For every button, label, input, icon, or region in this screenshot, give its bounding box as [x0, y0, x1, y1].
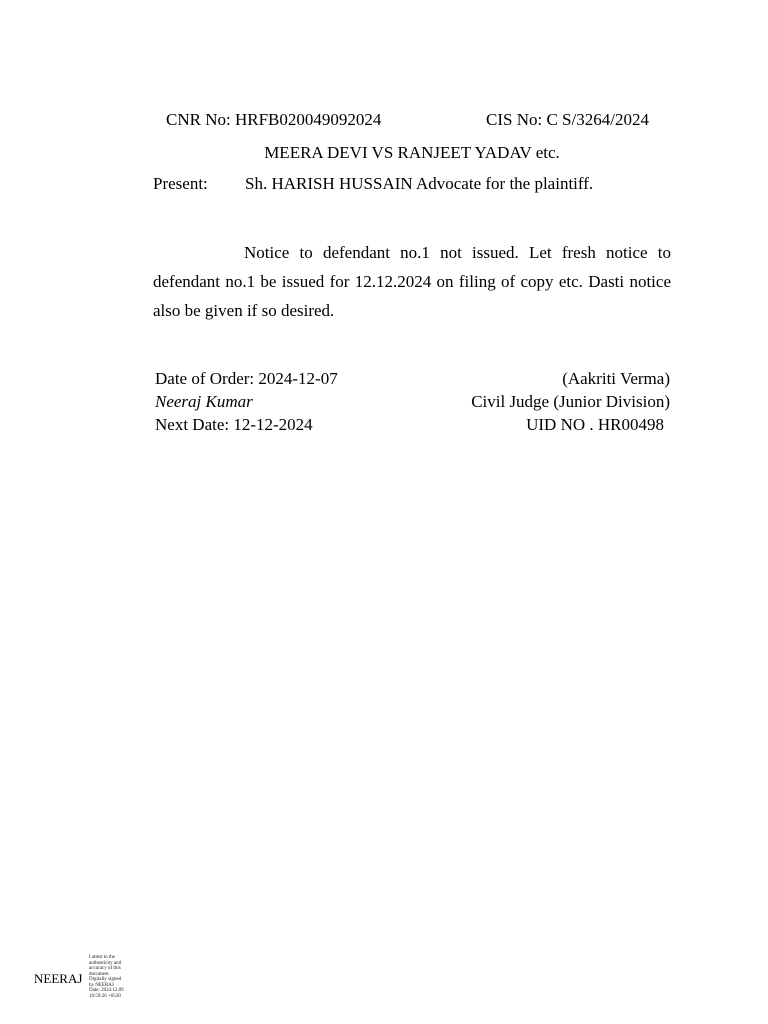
attestation-line: 16:59:26 +0530: [89, 993, 121, 999]
attestation-line: authenticity and: [89, 960, 122, 966]
order-text: Notice to defendant no.1 not issued. Let fresh notice to defendant no.1 be issued for 12.12.2024 on filing of copy etc. Dasti notice also be given if so desired.: [153, 243, 671, 320]
uid-number: UID NO . HR00498: [526, 415, 664, 434]
present-label: Present:: [153, 174, 208, 193]
judge-designation: Civil Judge (Junior Division): [471, 392, 670, 411]
present-text: Sh. HARISH HUSSAIN Advocate for the plaintiff.: [245, 174, 594, 193]
digital-signature: [34, 955, 174, 1005]
next-date: Next Date: 12-12-2024: [155, 415, 313, 434]
signer-name: NEERAJ: [34, 971, 83, 986]
judge-name: (Aakriti Verma): [562, 369, 670, 388]
attestation-line: Digitally signed: [89, 977, 122, 982]
attestation-line: I attest to the: [89, 955, 115, 960]
clerk-name: Neeraj Kumar: [155, 392, 253, 411]
attestation-line: document: [89, 971, 109, 977]
cis-number: CIS No: C S/3264/2024: [486, 110, 649, 129]
case-title: MEERA DEVI VS RANJEET YADAV etc.: [264, 143, 560, 162]
signature-attestation: [89, 955, 169, 999]
cnr-number: CNR No: HRFB020049092024: [166, 110, 382, 129]
attestation-line: by NEERAJ: [89, 982, 114, 988]
attestation-line: accuracy of this: [89, 966, 121, 971]
date-of-order: Date of Order: 2024-12-07: [155, 369, 338, 388]
attestation-line: Date: 2024.12.09: [89, 988, 124, 993]
